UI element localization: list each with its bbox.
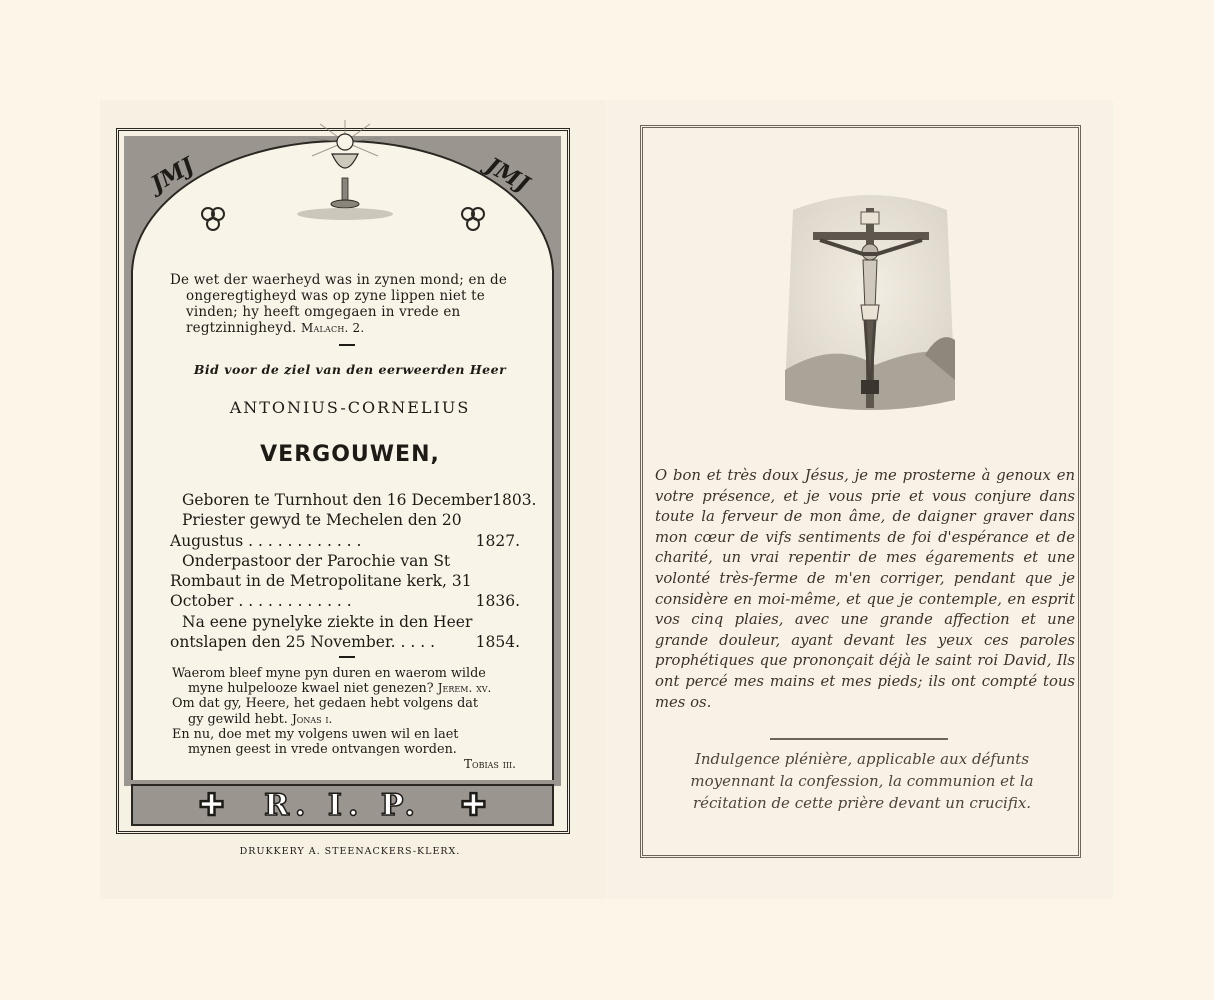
- chalice-icon: [290, 118, 400, 238]
- divider: [339, 344, 355, 346]
- french-prayer: [655, 466, 1075, 713]
- given-names: ANTONIUS-CORNELIUS: [229, 398, 471, 417]
- monogram-left: JMJ: [146, 152, 199, 198]
- divider: [339, 656, 355, 658]
- cross-icon: ✚: [198, 787, 225, 823]
- quote-line: mynen geest in vrede ontvangen worden.: [188, 742, 457, 758]
- quote-line: En nu, doe met my volgens uwen wil en laet: [172, 726, 459, 742]
- prayer-quote: Ils ont percé mes mains et mes pieds; ils ont compté tous mes os.: [655, 652, 1075, 711]
- bio-year: 1827.: [475, 531, 520, 550]
- surname: VERGOUWEN,: [260, 442, 440, 467]
- bio-line: [170, 531, 520, 551]
- bio-year: 1854.: [475, 633, 520, 652]
- bio-line: [170, 571, 520, 591]
- bio-line: [170, 551, 520, 571]
- quote-line: gy gewild hebt.: [188, 711, 288, 727]
- bio-line: [170, 490, 537, 510]
- bio-line: [170, 591, 520, 611]
- cross-icon: ✚: [460, 787, 487, 823]
- quote-reference: Tobias iii.: [464, 757, 516, 772]
- memorial-card-back: [607, 100, 1113, 899]
- divider: [770, 738, 948, 740]
- verse-reference: Malach. 2.: [301, 321, 365, 335]
- bio-text: Na eene pynelyke ziekte in den Heer: [182, 612, 473, 631]
- verse-text: ongeregtigheyd was op zyne lippen niet te vinden; hy heeft omgegaen in vrede en regtzinnigheyd.: [186, 288, 485, 336]
- printer-imprint: DRUKKERY A. STEENACKERS-KLERX.: [239, 846, 461, 857]
- bio-year: 1836.: [475, 592, 520, 611]
- rip-text: R. I. P.: [264, 787, 421, 823]
- quote-reference: Jerem. xv.: [437, 681, 492, 696]
- trefoil-ornament-left: [196, 204, 230, 238]
- bio-line: [170, 632, 520, 652]
- memorial-card-front: [100, 100, 606, 899]
- monogram-right: JMJ: [481, 152, 534, 198]
- quote-line: Waerom bleef myne pyn duren en waerom wilde: [172, 666, 486, 681]
- trefoil-ornament-right: [456, 204, 490, 238]
- bio-text: Priester gewyd te Mechelen den 20: [182, 511, 462, 530]
- bio-year: 1803.: [492, 491, 537, 509]
- quote-reference: Jonas i.: [291, 711, 333, 726]
- bio-text: Onderpastoor der Parochie van St: [182, 551, 451, 570]
- prayer-request: Bid voor de ziel van den eerweerden Heer: [193, 362, 507, 377]
- prayer-text: O bon et très doux Jésus, je me prosterne à genoux en votre présence, et je vous prie et vous conjure dans toute la ferveur de mon âme, de daigner graver dans mon cœur de vifs sentiments de foi d'espérance et de charité, un vrai repentir de mes égarements et une volonté très-ferme de m'en corriger, pendant que je considère en moi-même, et que je contemple, en esprit vos cinq plaies, avec une grande affection et une grande douleur, ayant devant les yeux ces paroles prophétiques que prononçait déjà le saint roi David,: [655, 467, 1075, 670]
- biography: [170, 490, 537, 652]
- scripture-verse: [170, 272, 522, 336]
- indulgence-note: Indulgence plénière, applicable aux défunts moyennant la confession, la communion et la récitation de cette prière devant un crucifix.: [690, 750, 1034, 812]
- bio-line: [170, 510, 520, 530]
- crucifix-engraving: [775, 180, 965, 420]
- bio-text: ontslapen den 25 November. . . . .: [170, 633, 436, 652]
- verse-first-line: De wet der waerheyd was in zynen mond; en de: [170, 272, 508, 288]
- bio-text: Rombaut in de Metropolitane kerk, 31: [170, 572, 472, 591]
- rip-banner: [131, 784, 554, 826]
- bio-text: October . . . . . . . . . . . .: [170, 592, 352, 611]
- closing-quotes: [172, 666, 522, 772]
- bio-line: [170, 612, 520, 632]
- quote-line: myne hulpelooze kwael niet genezen?: [188, 681, 434, 697]
- bio-text: Augustus . . . . . . . . . . . .: [170, 531, 362, 550]
- bio-text: Geboren te Turnhout den 16 December: [182, 491, 493, 509]
- quote-line: Om dat gy, Heere, het gedaen hebt volgens dat: [172, 696, 479, 712]
